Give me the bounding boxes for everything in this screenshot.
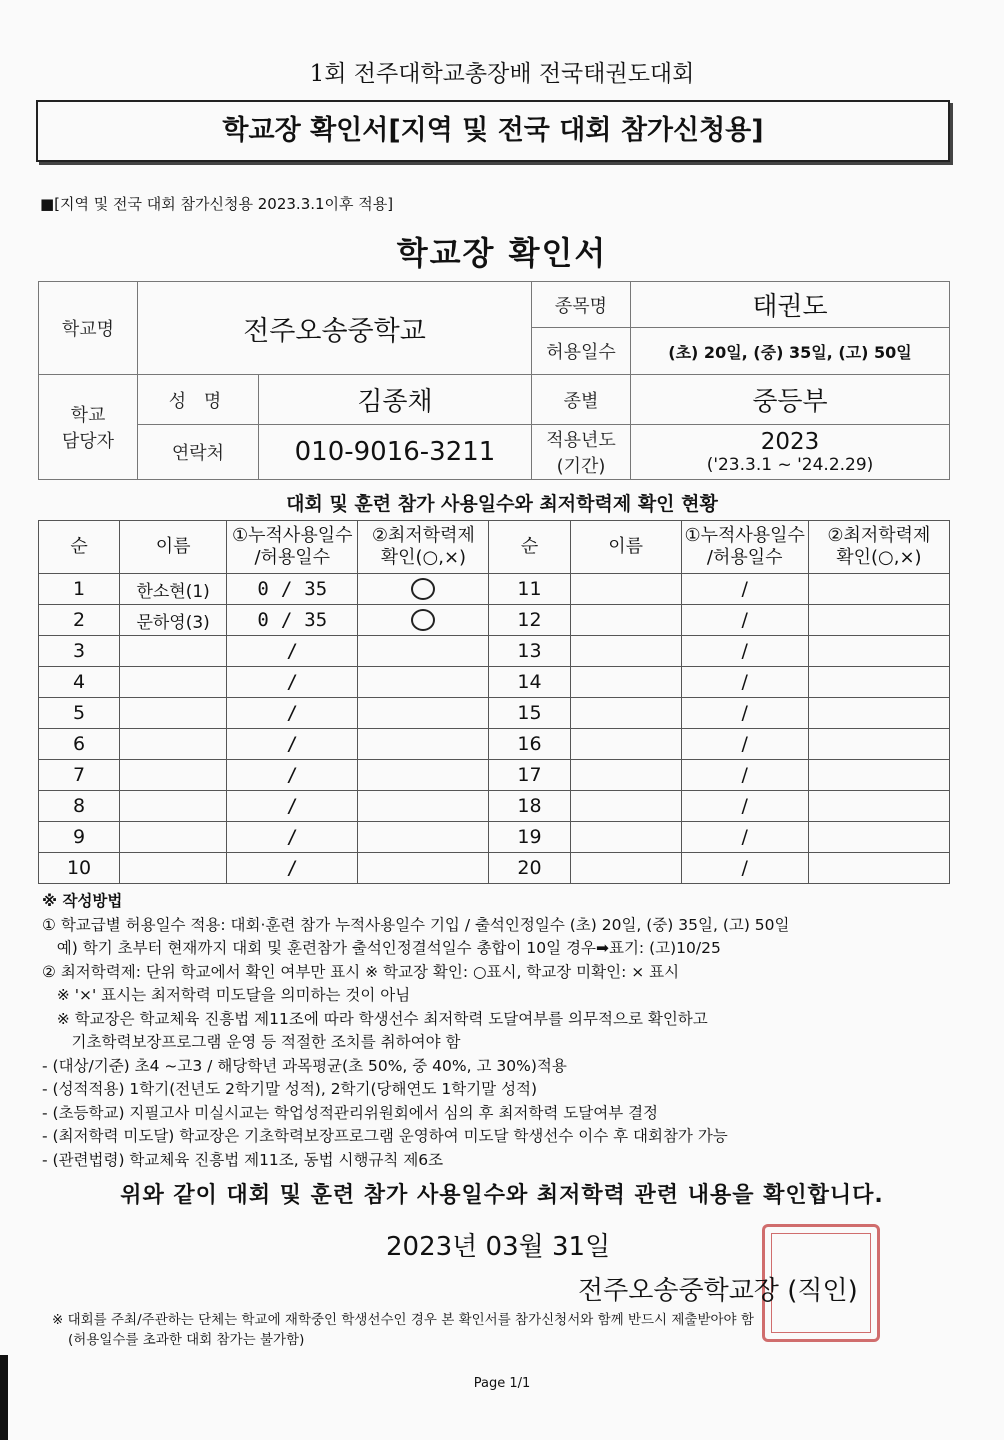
row-number: 9 xyxy=(39,822,120,853)
row-number: 16 xyxy=(489,729,570,760)
issue-date: 2023년 03월 31일 xyxy=(386,1232,611,1262)
days-separator: / xyxy=(280,609,293,631)
grade-check xyxy=(808,760,949,791)
row-number: 18 xyxy=(489,791,570,822)
grade-check xyxy=(358,698,489,729)
grade-check xyxy=(358,791,489,822)
header-days-right xyxy=(681,521,808,574)
table-row xyxy=(39,667,950,698)
grade-check xyxy=(808,698,949,729)
banner-title: 학교장 확인서[지역 및 전국 대회 참가신청용] xyxy=(222,115,764,146)
header-days-line1: ①누적사용일수 xyxy=(232,525,353,546)
used-days-slash: / xyxy=(681,636,808,667)
check-circle-mark xyxy=(411,578,435,600)
student-name xyxy=(570,636,681,667)
used-days-slash: / xyxy=(227,636,358,667)
student-name xyxy=(570,605,681,636)
staff-label-line2: 담당자 xyxy=(61,431,115,452)
used-days: 0 xyxy=(257,609,269,631)
applicability-notice: ■[지역 및 전국 대회 참가신청용 2023.3.1이후 적용] xyxy=(40,195,394,213)
header-grade-right xyxy=(808,521,949,574)
event-title: 1회 전주대학교총장배 전국태권도대회 xyxy=(309,61,695,87)
used-days-slash: / xyxy=(681,605,808,636)
grade-check xyxy=(808,822,949,853)
table-row xyxy=(39,760,950,791)
period-value: ('23.3.1 ~ '24.2.29) xyxy=(706,455,874,475)
row-number: 10 xyxy=(39,853,120,884)
info-table xyxy=(38,281,950,480)
student-name xyxy=(570,667,681,698)
page-number: Page 1/1 xyxy=(473,1376,531,1391)
row-number: 1 xyxy=(39,574,120,605)
grade-check xyxy=(808,574,949,605)
instruction-line: - (성적적용) 1학기(전년도 2학기말 성적), 2학기(당해연도 1학기말 성적) xyxy=(42,1080,538,1098)
used-days-slash: / xyxy=(681,760,808,791)
used-days-slash: / xyxy=(681,667,808,698)
grade-check xyxy=(808,791,949,822)
used-days-slash: / xyxy=(227,791,358,822)
used-days-cell xyxy=(227,574,358,605)
row-number: 17 xyxy=(489,760,570,791)
student-name xyxy=(120,636,227,667)
used-days-slash: / xyxy=(681,822,808,853)
staff-label-line1: 학교 xyxy=(70,405,106,426)
instruction-line: - (관련법령) 학교체육 진흥법 제11조, 동법 시행규칙 제6조 xyxy=(42,1150,444,1169)
student-name xyxy=(570,574,681,605)
header-order-left: 순 xyxy=(39,521,120,574)
instruction-line: ※ 학교장은 학교체육 진흥법 제11조에 따라 학생선수 최저학력 도달여부를 의무적으로 확인하고 xyxy=(42,1009,708,1028)
principal-signature: 전주오송중학교장 (직인) xyxy=(578,1276,858,1306)
used-days-slash: / xyxy=(681,574,808,605)
confirmation-text: 위와 같이 대회 및 훈련 참가 사용일수와 최저학력 관련 내용을 확인합니다. xyxy=(120,1183,884,1208)
header-name-left: 이름 xyxy=(120,521,227,574)
header-grade-line2: 확인(○,×) xyxy=(380,547,467,568)
grade-check xyxy=(358,729,489,760)
header-grade-line2: 확인(○,×) xyxy=(836,547,922,568)
table-row xyxy=(39,636,950,667)
table-row xyxy=(39,574,950,605)
used-days: 0 xyxy=(257,578,269,600)
contact-value: 010-9016-3211 xyxy=(259,425,532,480)
student-name xyxy=(120,822,227,853)
row-number: 11 xyxy=(489,574,570,605)
grade-check xyxy=(808,853,949,884)
grade-check xyxy=(358,636,489,667)
row-number: 4 xyxy=(39,667,120,698)
instruction-line: 기초학력보장프로그램 운영 등 적절한 조치를 취하여야 함 xyxy=(42,1033,461,1051)
table-row xyxy=(39,853,950,884)
year-label xyxy=(532,425,631,480)
table-row xyxy=(39,729,950,760)
student-name: 문하영(3) xyxy=(120,605,227,636)
table-row xyxy=(39,605,950,636)
row-number: 6 xyxy=(39,729,120,760)
sport-value: 태권도 xyxy=(631,282,950,328)
allowed-days: 35 xyxy=(304,578,328,600)
header-grade-left xyxy=(358,521,489,574)
used-days-slash: / xyxy=(227,698,358,729)
row-number: 15 xyxy=(489,698,570,729)
student-name xyxy=(570,760,681,791)
row-number: 8 xyxy=(39,791,120,822)
header-days-line1: ①누적사용일수 xyxy=(684,525,805,546)
used-days-slash: / xyxy=(681,698,808,729)
used-days-slash: / xyxy=(227,729,358,760)
student-name xyxy=(570,791,681,822)
row-number: 12 xyxy=(489,605,570,636)
staff-name: 김종채 xyxy=(259,375,532,425)
allowed-days-value: (초) 20일, (중) 35일, (고) 50일 xyxy=(631,328,950,375)
student-name xyxy=(120,791,227,822)
instruction-line: ② 최저학력제: 단위 학교에서 확인 여부만 표시 ※ 학교장 확인: ○표시, 학교장 미확인: × 표시 xyxy=(42,962,680,981)
used-days-slash: / xyxy=(227,760,358,791)
footnote-line2: (허용일수를 초과한 대회 참가는 불가함) xyxy=(68,1332,305,1348)
status-table-title: 대회 및 훈련 참가 사용일수와 최저학력제 확인 현황 xyxy=(286,493,718,515)
instruction-line: ※ '×' 표시는 최저학력 미도달을 의미하는 것이 아님 xyxy=(42,986,411,1004)
allowed-days: 35 xyxy=(304,609,328,631)
used-days-slash: / xyxy=(227,822,358,853)
grade-check xyxy=(358,760,489,791)
instruction-line: - (초등학교) 지필고사 미실시교는 학업성적관리위원회에서 심의 후 최저학력 도달여부 결정 xyxy=(42,1103,659,1122)
row-number: 14 xyxy=(489,667,570,698)
division-value: 중등부 xyxy=(631,375,950,425)
grade-check xyxy=(808,605,949,636)
table-row xyxy=(39,822,950,853)
status-table-body xyxy=(39,574,950,884)
grade-check xyxy=(808,636,949,667)
name-label: 성 명 xyxy=(138,375,259,425)
instruction-line: ① 학교급별 허용일수 적용: 대회·훈련 참가 누적사용일수 기입 / 출석인정일수 (초) 20일, (중) 35일, (고) 50일 xyxy=(42,915,790,934)
student-name xyxy=(570,822,681,853)
status-table xyxy=(38,520,950,884)
student-name xyxy=(570,853,681,884)
used-days-cell xyxy=(227,605,358,636)
header-days-left xyxy=(227,521,358,574)
year-label-line2: (기간) xyxy=(556,456,606,477)
staff-label xyxy=(39,375,138,480)
school-label: 학교명 xyxy=(39,282,138,375)
grade-check xyxy=(358,853,489,884)
allowed-days-label: 허용일수 xyxy=(532,328,631,375)
grade-check xyxy=(358,667,489,698)
grade-check xyxy=(358,574,489,605)
school-value: 전주오송중학교 xyxy=(138,282,532,375)
student-name xyxy=(120,667,227,698)
document-title: 학교장 확인서 xyxy=(396,234,608,272)
table-row xyxy=(39,791,950,822)
footnote xyxy=(52,1310,942,1350)
header-days-line2: /허용일수 xyxy=(254,547,331,568)
student-name xyxy=(120,729,227,760)
used-days-slash: / xyxy=(681,853,808,884)
header-name-right: 이름 xyxy=(570,521,681,574)
used-days-slash: / xyxy=(227,667,358,698)
instruction-line: - (대상/기준) 초4 ~고3 / 해당학년 과목평균(초 50%, 중 40%, 고 30%)적용 xyxy=(42,1056,567,1075)
row-number: 2 xyxy=(39,605,120,636)
contact-label: 연락처 xyxy=(138,425,259,480)
used-days-slash: / xyxy=(681,729,808,760)
used-days-slash: / xyxy=(227,853,358,884)
check-circle-mark xyxy=(411,609,435,631)
row-number: 13 xyxy=(489,636,570,667)
header-grade-line1: ②최저학력제 xyxy=(371,525,475,546)
grade-check xyxy=(808,729,949,760)
row-number: 20 xyxy=(489,853,570,884)
row-number: 5 xyxy=(39,698,120,729)
year-label-line1: 적용년도 xyxy=(546,430,616,451)
student-name xyxy=(570,729,681,760)
footnote-line1: ※ 대회를 주최/주관하는 단체는 학교에 재학중인 학생선수인 경우 본 확인서를 참가신청서와 함께 반드시 제출받아야 함 xyxy=(52,1312,754,1328)
days-separator: / xyxy=(280,578,293,600)
grade-check xyxy=(358,605,489,636)
student-name xyxy=(120,760,227,791)
writing-instructions xyxy=(42,890,942,1172)
sport-label: 종목명 xyxy=(532,282,631,328)
row-number: 7 xyxy=(39,760,120,791)
grade-check xyxy=(358,822,489,853)
instruction-line: 예) 학기 초부터 현재까지 대회 및 훈련참가 출석인정결석일수 총합이 10일 경우➡표기: (고)10/25 xyxy=(42,939,721,957)
scan-edge-shadow xyxy=(0,1355,8,1440)
header-order-right: 순 xyxy=(489,521,570,574)
division-label: 종별 xyxy=(532,375,631,425)
header-grade-line1: ②최저학력제 xyxy=(827,525,931,546)
row-number: 3 xyxy=(39,636,120,667)
table-row xyxy=(39,698,950,729)
student-name xyxy=(120,698,227,729)
header-days-line2: /허용일수 xyxy=(706,547,783,568)
used-days-slash: / xyxy=(681,791,808,822)
year-cell xyxy=(631,425,950,480)
grade-check xyxy=(808,667,949,698)
student-name xyxy=(120,853,227,884)
instructions-heading: ※ 작성방법 xyxy=(42,892,123,910)
student-name xyxy=(570,698,681,729)
student-name: 한소현(1) xyxy=(120,574,227,605)
title-banner xyxy=(36,100,950,162)
year-value: 2023 xyxy=(760,429,820,455)
row-number: 19 xyxy=(489,822,570,853)
instruction-line: - (최저학력 미도달) 학교장은 기초학력보장프로그램 운영하여 미도달 학생선수 이수 후 대회참가 가능 xyxy=(42,1127,728,1145)
